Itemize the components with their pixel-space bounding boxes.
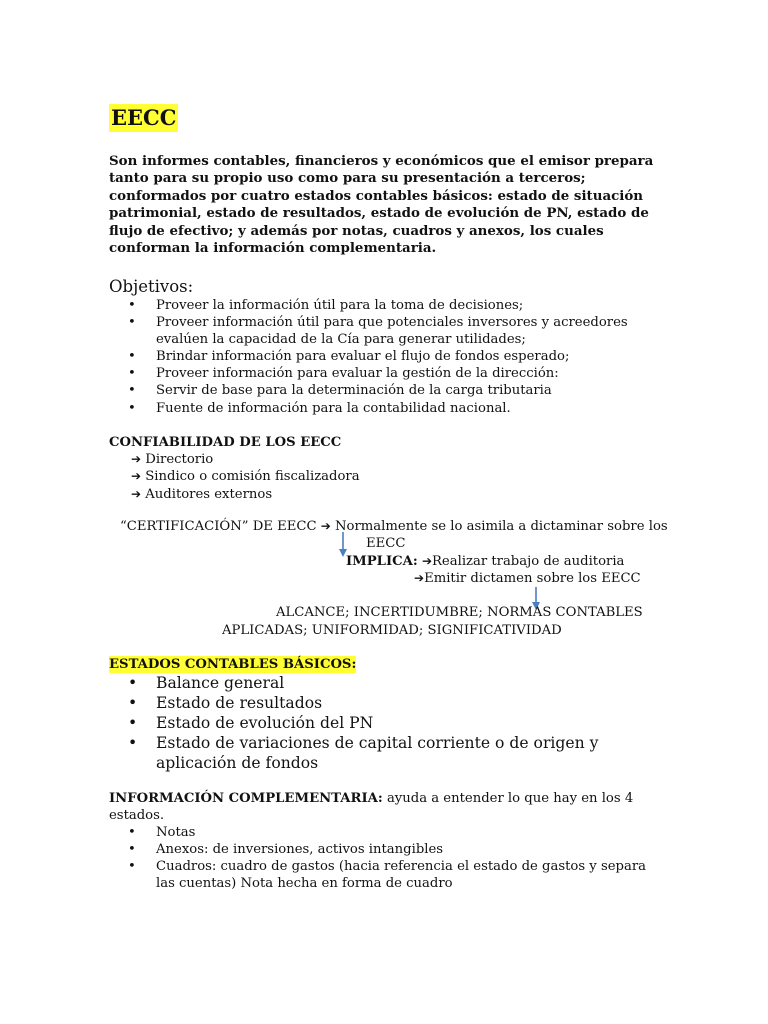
objetivos-heading: Objetivos: [109,277,194,296]
arrow-right-icon: ➔ [131,452,142,466]
list-item: • Cuadros: cuadro de gastos (hacia referencia el estado de gastos y separa las cuentas) Nota hecha en forma de cuadro [128,859,646,892]
implica-line-2: ➔Emitir dictamen sobre los EECC [414,571,641,586]
list-item: • Anexos: de inversiones, activos intangibles [128,842,444,858]
list-item: • Brindar información para evaluar el flujo de fondos esperado; [128,349,570,365]
list-item: • Balance general [128,674,285,692]
arrow-right-icon: ➔ [320,519,331,533]
arrow-right-icon: ➔ [131,469,142,483]
list-item: • Estado de variaciones de capital corriente o de origen y aplicación de fondos [128,734,599,772]
list-item: • Proveer información útil para que potenciales inversores y acreedores evalúen la capacidad de la Cía para generar utilidades; [128,315,628,348]
implica-line: IMPLICA: ➔Realizar trabajo de auditoria [346,554,625,569]
arrow-right-icon: ➔ [414,571,425,585]
list-item: • Estado de resultados [128,694,323,712]
alcance-line: ALCANCE; INCERTIDUMBRE; NORMAS CONTABLES [276,605,643,620]
page-title: EECC [111,105,177,130]
confiabilidad-item: ➔ Sindico o comisión fiscalizadora [131,469,360,484]
estados-heading: ESTADOS CONTABLES BÁSICOS: [109,657,357,672]
arrow-right-icon: ➔ [131,487,142,501]
list-item: • Proveer la información útil para la toma de decisiones; [128,298,524,313]
complementaria-line: INFORMACIÓN COMPLEMENTARIA: ayuda a entender lo que hay en los 4 [109,791,634,806]
list-item: • Estado de evolución del PN [128,714,374,732]
objetivos-list [109,297,669,417]
confiabilidad-item: ➔ Auditores externos [131,487,273,502]
confiabilidad-item: ➔ Directorio [131,452,214,467]
certificacion-line-cont: EECC [366,536,406,551]
intro-paragraph: Son informes contables, financieros y económicos que el emisor prepara tanto para su propio uso como para su presentación a terceros; conformados por cuatro estados contables básicos: estado de situación patrimonial, estado de resultados, estado de evolución de PN, estado de flujo de efectivo; y además por notas, cuadros y anexos, los cuales conforman la información complementaria. [109,153,654,257]
estados-list [109,673,629,773]
complementaria-list [109,824,669,892]
list-item: • Fuente de información para la contabilidad nacional. [128,400,511,416]
list-item: • Servir de base para la determinación de la carga tributaria [128,383,552,399]
list-item: • Notas [128,825,196,840]
list-item: • Proveer información para evaluar la gestión de la dirección: [128,366,559,382]
arrow-right-icon: ➔ [421,554,432,568]
complementaria-line-2: estados. [109,808,165,823]
alcance-line-2: APLICADAS; UNIFORMIDAD; SIGNIFICATIVIDAD [222,623,562,638]
certificacion-line: “CERTIFICACIÓN” DE EECC ➔ Normalmente se lo asimila a dictaminar sobre los [120,519,668,534]
confiabilidad-heading: CONFIABILIDAD DE LOS EECC [109,435,342,450]
